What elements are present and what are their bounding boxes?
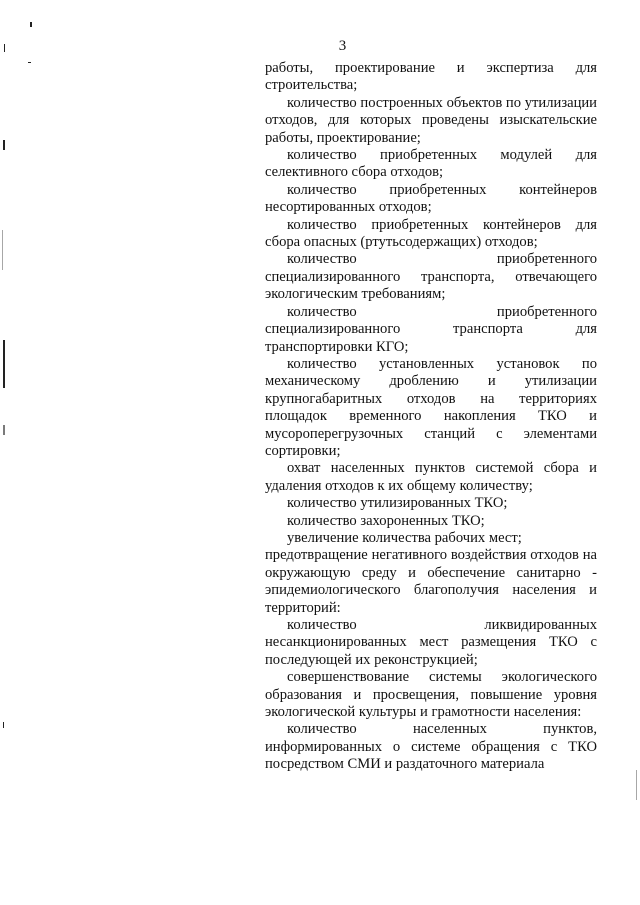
paragraph: количество утилизированных ТКО; [287, 495, 508, 512]
paragraph: работы, проектирование и экспертиза для строительства; [265, 60, 597, 94]
scan-mark [3, 722, 4, 728]
document-body [265, 60, 597, 774]
page-number: 3 [338, 38, 347, 54]
scan-mark [3, 340, 5, 388]
scan-mark [30, 22, 32, 27]
scan-mark [2, 230, 3, 270]
paragraph: количество захороненных ТКО; [287, 512, 485, 529]
paragraph: совершенствование системы экологического образования и просвещения, повышение уровня экологической культуры и грамотности населения: [265, 669, 597, 721]
scan-mark [28, 62, 31, 63]
paragraph: охват населенных пунктов системой сбора и удаления отходов к их общему количеству; [265, 460, 597, 494]
scan-mark [3, 425, 5, 435]
scan-mark [3, 140, 5, 150]
paragraph: увеличение количества рабочих мест; [287, 529, 522, 546]
paragraph: количество приобретенных контейнеров для сбора опасных (ртутьсодержащих) отходов; [265, 216, 597, 251]
scan-mark [636, 770, 637, 800]
paragraph: предотвращение негативного воздействия отходов на окружающую среду и обеспечение санитарно - эпидемиологического благополучия населения и территорий: [265, 547, 597, 616]
paragraph: количество приобретенного специализированного транспорта, отвечающего экологическим требованиям; [265, 251, 597, 303]
paragraph: количество установленных установок по механическому дроблению и утилизации крупногабаритных отходов на территориях площадок временного накопления ТКО и мусороперегрузочных станций с элементами сортировки; [265, 355, 597, 459]
paragraph: количество приобретенных модулей для селективного сбора отходов; [265, 147, 597, 181]
paragraph: количество приобретенного специализированного транспорта для транспортировки КГО; [265, 303, 597, 355]
paragraph: количество населенных пунктов, информированных о системе обращения с ТКО посредством СМИ и раздаточного материала [265, 721, 597, 773]
paragraph: количество ликвидированных несанкционированных мест размещения ТКО с последующей их реконструкцией; [265, 617, 597, 668]
paragraph: количество построенных объектов по утилизации отходов, для которых проведены изыскательские работы, проектирование; [265, 94, 597, 146]
paragraph: количество приобретенных контейнеров несортированных отходов; [265, 181, 597, 216]
